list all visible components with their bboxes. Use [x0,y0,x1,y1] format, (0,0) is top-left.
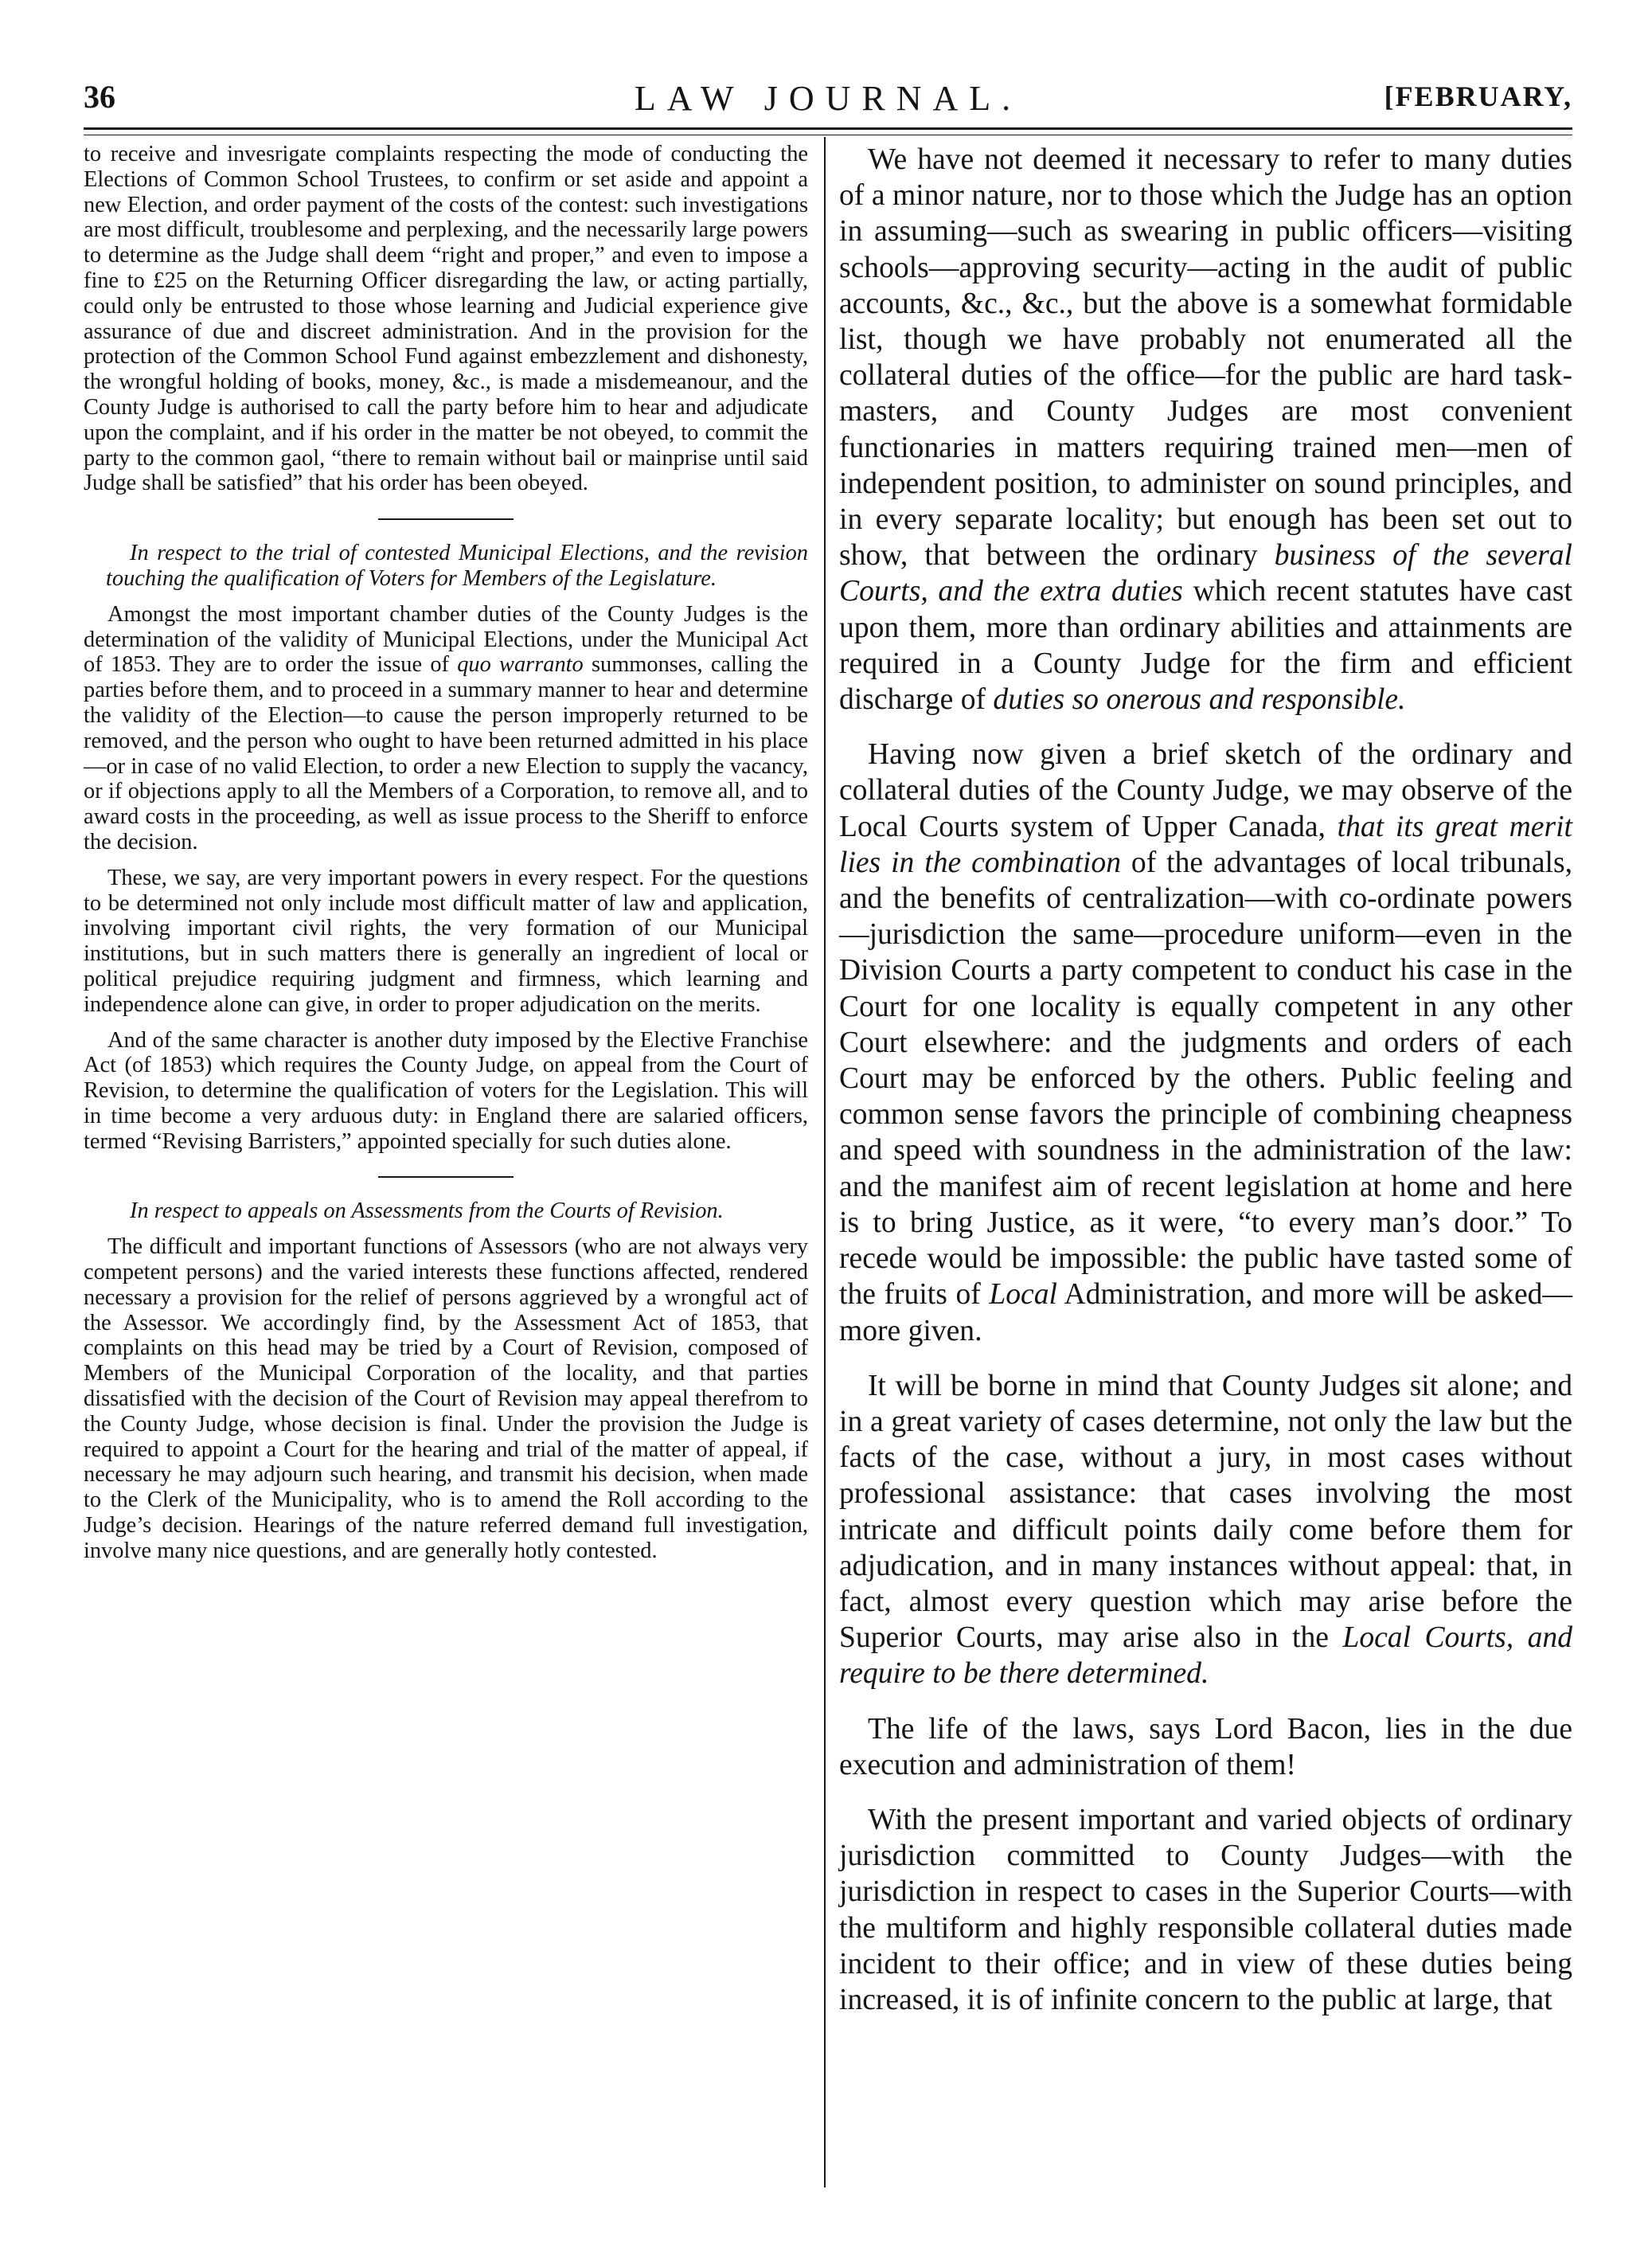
section-rule [378,518,514,520]
paragraph-minor-duties: We have not deemed it necessary to refer to many duties of a minor nature, nor to those which the Judge has an option in assuming—such as swearing in public officers—visiting schools—approving security—acting in the audit of public accounts, &c., &c., but the above is a somewhat formidable list, though we have probably not enumerated all the collateral duties of the office—for the public are hard task-masters, and County Judges are most convenient functionaries in matters requiring trained men—men of independent position, to administer on sound principles, and in every separate locality; but enough has been set out to show, that between the ordinary business of the several Courts, and the extra duties which recent statutes have cast upon them, more than ordinary abilities and attainments are required in a County Judge for the firm and efficient discharge of duties so onerous and responsible. [839,143,1572,717]
paragraph-elective-franchise: And of the same character is another duty imposed by the Elective Franchise Act (of 1853) which requires the County Judge, on appeal from the Court of Revision, to determine the qualification of voters for the Legislation. This will in time become a very arduous duty: in England there are salaried officers, termed “Revising Barristers,” appointed specially for such duties alone. [84,1027,808,1154]
paragraph-school-trustees: to receive and invesrigate complaints respecting the mode of conducting the Elections of Common School Trustees, to confirm or set aside and appoint a new Election, and order payment of the costs of the contest: such investigations are most difficult, troublesome and perplexing, and the necessarily large powers to determine as the Judge shall deem “right and proper,” and even to impose a fine to £25 on the Returning Officer disregarding the law, or acting partially, could only be entrusted to those whose learning and Judicial experience give assurance of due and discreet administration. And in the provision for the protection of the Common School Fund against embezzlement and dishonesty, the wrongful holding of books, money, &c., is made a misdemeanour, and the County Judge is authorised to call the party before him to hear and adjudicate upon the complaint, and if his order in the matter be not obeyed, to commit the party to the common gaol, “there to remain without bail or mainprise until said Judge shall be satisfied” that his order has been obeyed. [84,142,808,496]
page-number: 36 [84,79,115,115]
journal-title: LAW JOURNAL. [634,79,1022,118]
paragraph-judges-sit-alone: It will be borne in mind that County Judges sit alone; and in a great variety of cases determine, not only the law but the facts of the case, without a jury, in most cases without professional assistance: that cases involving the most intricate and difficult points daily come before them for adjudication, and in many instances without appeal: that, in fact, almost every question which may arise before the Superior Courts, may arise also in the Local Courts, and require to be there determined. [839,1369,1572,1691]
paragraph-important-powers: These, we say, are very important powers in every respect. For the questions to be determined not only include most difficult matter of law and application, involving important civil rights, the very formation of our Municipal institutions, but in such matters there is generally an ingredient of local or political prejudice requiring judgment and firmness, which learning and independence alone can give, in order to proper adjudication on the merits. [84,865,808,1017]
paragraph-infinite-concern: With the present important and varied objects of ordinary jurisdiction committed to County Judges—with the jurisdiction in respect to cases in the Superior Courts—with the multiform and highly responsible collateral duties made incident to their office; and in view of these duties being increased, it is of infinite concern to the public at large, that [839,1803,1572,2016]
section-rule [378,1176,514,1178]
paragraph-local-courts: Having now given a brief sketch of the ordinary and collateral duties of the County Judge, we may observe of the Local Courts system of Upper Canada, that its great merit lies in the combination of the advantages of local tribunals, and the benefits of centralization—with co-ordinate powers—jurisdiction the same—procedure uniform—even in the Division Courts a party competent to conduct his case in the Court for one locality is equally competent in any other Court elsewhere: and the judgments and orders of each Court may be enforced by the others. Public feeling and common sense favors the principle of combining cheapness and speed with soundness in the administration of the law: and the manifest aim of recent legislation at home and here is to bring Justice, as it were, “to every man’s door.” To recede would be impossible: the public have tasted some of the fruits of Local Administration, and more will be asked—more given. [839,738,1573,1347]
page-header [84,78,1572,118]
left-column [84,142,808,1574]
section-heading-municipal-elections: In respect to the trial of contested Municipal Elections, and the revision touching the qualification of Voters for Members of the Legislature. [106,541,808,591]
paragraph-lord-bacon: The life of the laws, says Lord Bacon, lies in the due execution and administration of them! [839,1712,1572,1781]
column-divider [824,137,826,2187]
paragraph-assessors: The difficult and important functions of Assessors (who are not always very competent persons) and the varied interests these functions affected, rendered necessary a provision for the relief of persons aggrieved by a wrongful act of the Assessor. We accordingly find, by the Assessment Act of 1853, that complaints on this head may be tried by a Court of Revision, composed of Members of the Municipal Corporation of the locality, and that parties dissatisfied with the decision of the Court of Revision may appeal therefrom to the County Judge, whose decision is final. Under the provision the Judge is required to appoint a Court for the hearing and trial of the matter of appeal, if necessary he may adjourn such hearing, and transmit his decision, when made to the Clerk of the Municipality, who is to amend the Roll according to the Judge’s decision. Hearings of the nature referred demand full investigation, involve many nice questions, and are generally hotly contested. [84,1234,808,1563]
header-rule [84,127,1572,135]
issue-month: [FEBRUARY, [1384,80,1572,112]
quo-warranto: quo warranto [457,652,584,678]
paragraph-municipal-elections: Amongst the most important chamber duties of the County Judges is the determination of the validity of Municipal Elections, under the Municipal Act of 1853. They are to order the issue of quo warranto summonses, calling the parties before them, and to proceed in a summary manner to hear and determine the validity of the Election—to cause the person improperly returned to be removed, and the person who ought to have been returned admitted in his place—or in case of no valid Election, to order a new Election to supply the vacancy, or if objections apply to all the Members of a Corporation, to remove all, and to award costs in the proceeding, as well as issue process to the Sheriff to enforce the decision. [84,601,808,854]
section-heading-assessments: In respect to appeals on Assessments from the Courts of Revision. [130,1198,724,1224]
right-column [839,142,1572,2037]
